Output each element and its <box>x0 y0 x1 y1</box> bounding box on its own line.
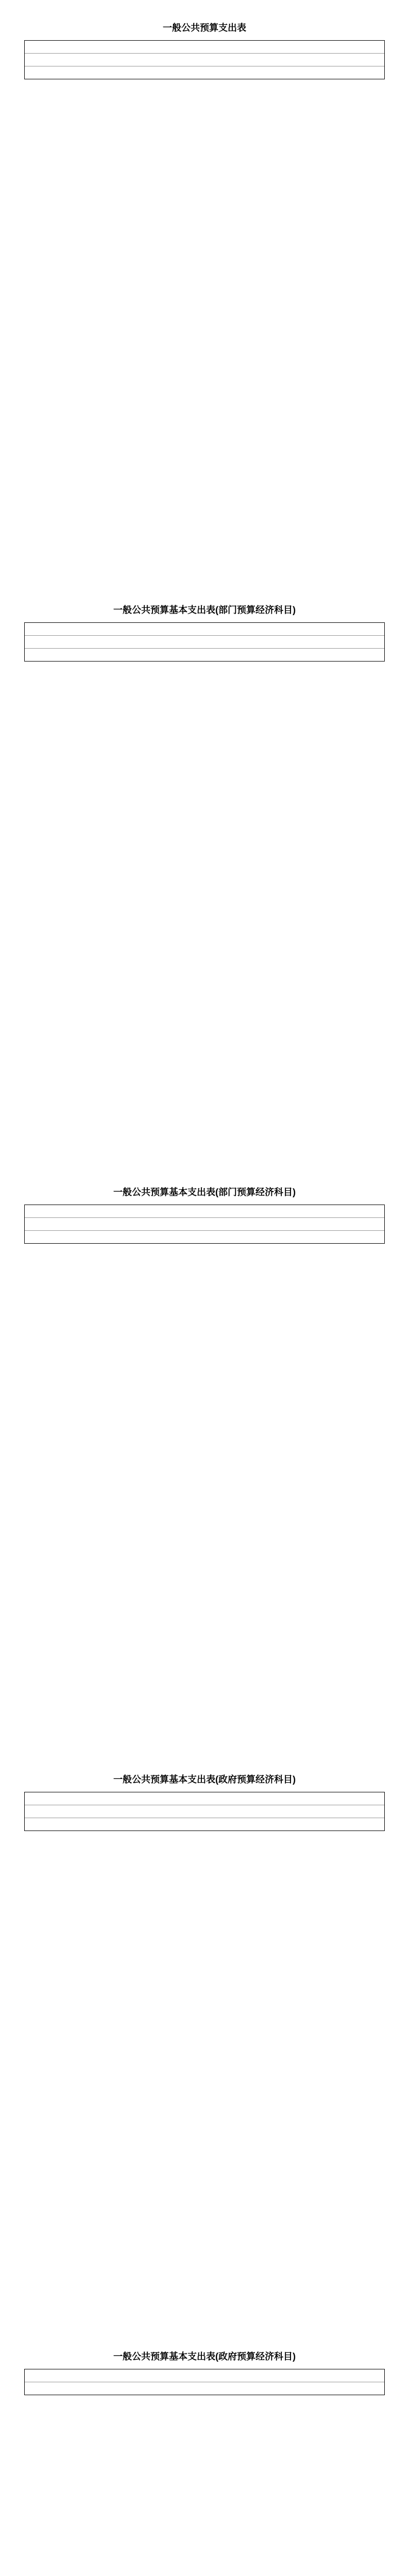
table-placeholder <box>24 40 385 79</box>
section-title: 一般公共预算基本支出表(部门预算经济科目) <box>113 1187 296 1197</box>
section-4 <box>0 2349 409 2395</box>
section-title: 一般公共预算基本支出表(部门预算经济科目) <box>113 605 296 615</box>
section-title: 一般公共预算基本支出表(政府预算经济科目) <box>113 1774 296 1785</box>
section-title: 一般公共预算基本支出表(政府预算经济科目) <box>113 2351 296 2362</box>
table-placeholder <box>24 1792 385 1831</box>
section-3 <box>0 1772 409 1831</box>
section-0 <box>0 21 409 79</box>
table-placeholder <box>24 622 385 662</box>
table-placeholder <box>24 1205 385 1244</box>
table-placeholder <box>24 2369 385 2395</box>
section-2 <box>0 1185 409 1244</box>
section-title: 一般公共预算支出表 <box>163 23 246 33</box>
section-1 <box>0 603 409 662</box>
